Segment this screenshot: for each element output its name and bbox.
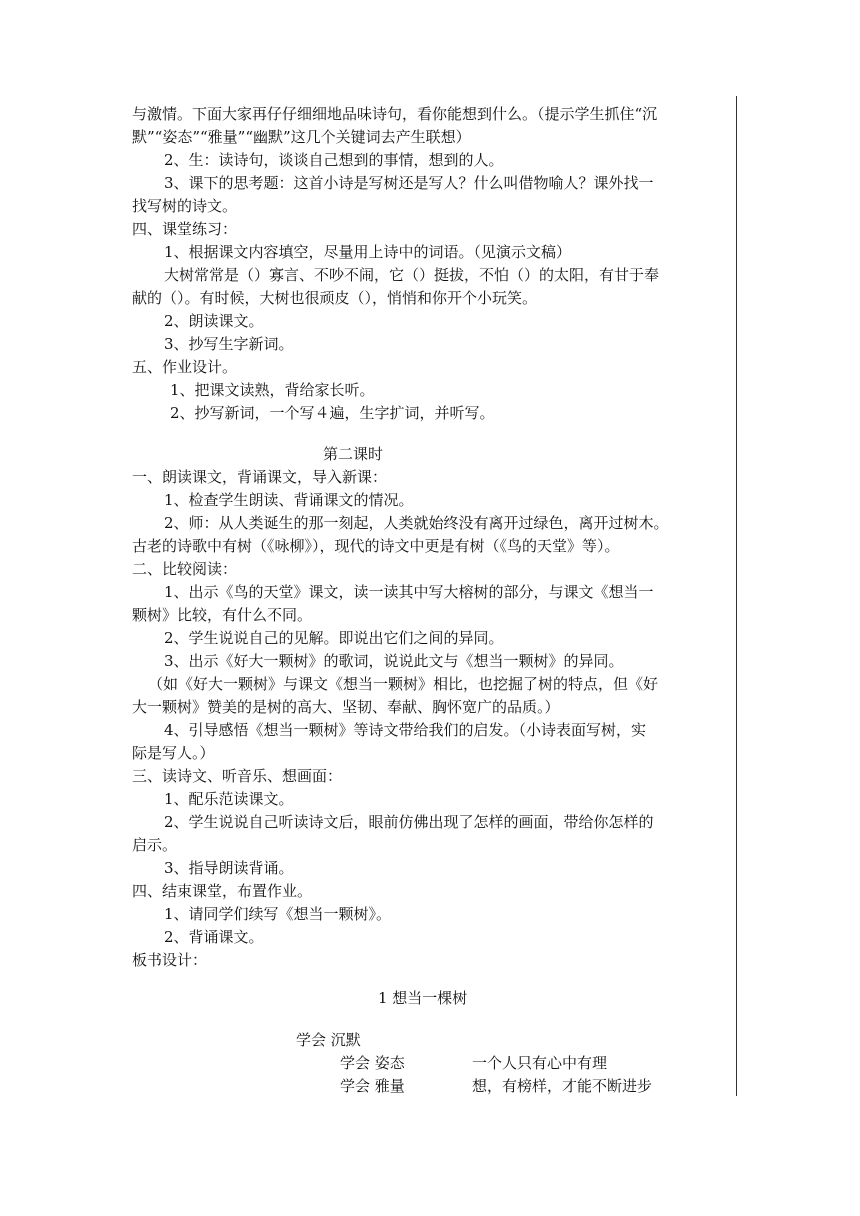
text-line: （如《好大一颗树》与课文《想当一颗树》相比，也挖掘了树的特点，但《好 <box>148 675 659 693</box>
board-row: 学会 姿态 <box>340 1054 405 1072</box>
text-line: 4、引导感悟《想当一颗树》等诗文带给我们的启发。（小诗表面写树，实 <box>164 721 647 739</box>
section-heading: 一、朗读课文，背诵课文，导入新课： <box>132 468 388 486</box>
text-line: 与激情。下面大家再仔仔细细地品味诗句，看你能想到什么。（提示学生抓住“沉 <box>132 105 658 123</box>
board-note: 一个人只有心中有理 <box>472 1054 608 1072</box>
text-line: 献的（）。有时候，大树也很顽皮（），悄悄和你开个小玩笑。 <box>132 289 538 307</box>
section-heading: 四、课堂练习： <box>132 220 238 238</box>
text-line: 2、抄写新词，一个写４遍，生字扩词，并听写。 <box>170 404 495 422</box>
section-heading: 板书设计： <box>132 951 208 969</box>
board-row: 学会 沉默 <box>296 1031 361 1049</box>
board-title: 1 想当一棵树 <box>378 989 468 1007</box>
text-line: 1、出示《鸟的天堂》课文，读一读其中写大榕树的部分，与课文《想当一 <box>164 583 654 601</box>
section-heading: 四、结束课堂，布置作业。 <box>132 882 313 900</box>
text-line: 大树常常是（）寡言、不吵不闹，它（）挺拔，不怕（）的太阳，有甘于奉 <box>164 266 660 284</box>
text-line: 2、朗读课文。 <box>164 312 264 330</box>
text-line: 古老的诗歌中有树（《咏柳》），现代的诗文中更是有树（《鸟的天堂》等）。 <box>132 537 620 555</box>
text-line: 3、指导朗读背诵。 <box>164 859 294 877</box>
lesson-title: 第二课时 <box>323 445 384 463</box>
text-line: 找写树的诗文。 <box>132 197 238 215</box>
text-line: 默”“姿态”“雅量”“幽默”这几个关键词去产生联想） <box>132 128 471 146</box>
text-line: 2、生：读诗句，谈谈自己想到的事情，想到的人。 <box>164 151 504 169</box>
text-line: 3、出示《好大一颗树》的歌词，说说此文与《想当一颗树》的异同。 <box>164 652 624 670</box>
text-line: 2、学生说说自己的见解。即说出它们之间的异同。 <box>164 629 504 647</box>
text-line: 3、抄写生字新词。 <box>164 335 294 353</box>
board-note: 想，有榜样，才能不断进步 <box>472 1077 653 1095</box>
text-line: 1、把课文读熟，背给家长听。 <box>170 381 375 399</box>
table-right-border <box>736 96 737 1096</box>
text-line: 启示。 <box>132 836 178 854</box>
section-heading: 三、读诗文、听音乐、想画面： <box>132 767 343 785</box>
section-heading: 五、作业设计。 <box>132 358 238 376</box>
text-line: 际是写人。） <box>132 744 215 762</box>
text-line: 2、学生说说自己听读诗文后，眼前仿佛出现了怎样的画面，带给你怎样的 <box>164 813 654 831</box>
text-line: 大一颗树》赞美的是树的高大、坚韧、奉献、胸怀宽广的品质。） <box>132 698 560 716</box>
text-line: 2、师：从人类诞生的那一刻起，人类就始终没有离开过绿色，离开过树木。 <box>164 514 669 532</box>
text-line: 3、课下的思考题：这首小诗是写树还是写人？什么叫借物喻人？课外找一 <box>164 174 654 192</box>
text-line: 1、检查学生朗读、背诵课文的情况。 <box>164 491 414 509</box>
text-line: 颗树》比较，有什么不同。 <box>132 606 313 624</box>
text-line: 1、根据课文内容填空，尽量用上诗中的词语。（见演示文稿） <box>164 243 572 261</box>
section-heading: 二、比较阅读： <box>132 560 238 578</box>
text-line: 1、配乐范读课文。 <box>164 790 294 808</box>
text-line: 2、背诵课文。 <box>164 928 264 946</box>
text-line: 1、请同学们续写《想当一颗树》。 <box>164 905 392 923</box>
board-row: 学会 雅量 <box>340 1077 405 1095</box>
